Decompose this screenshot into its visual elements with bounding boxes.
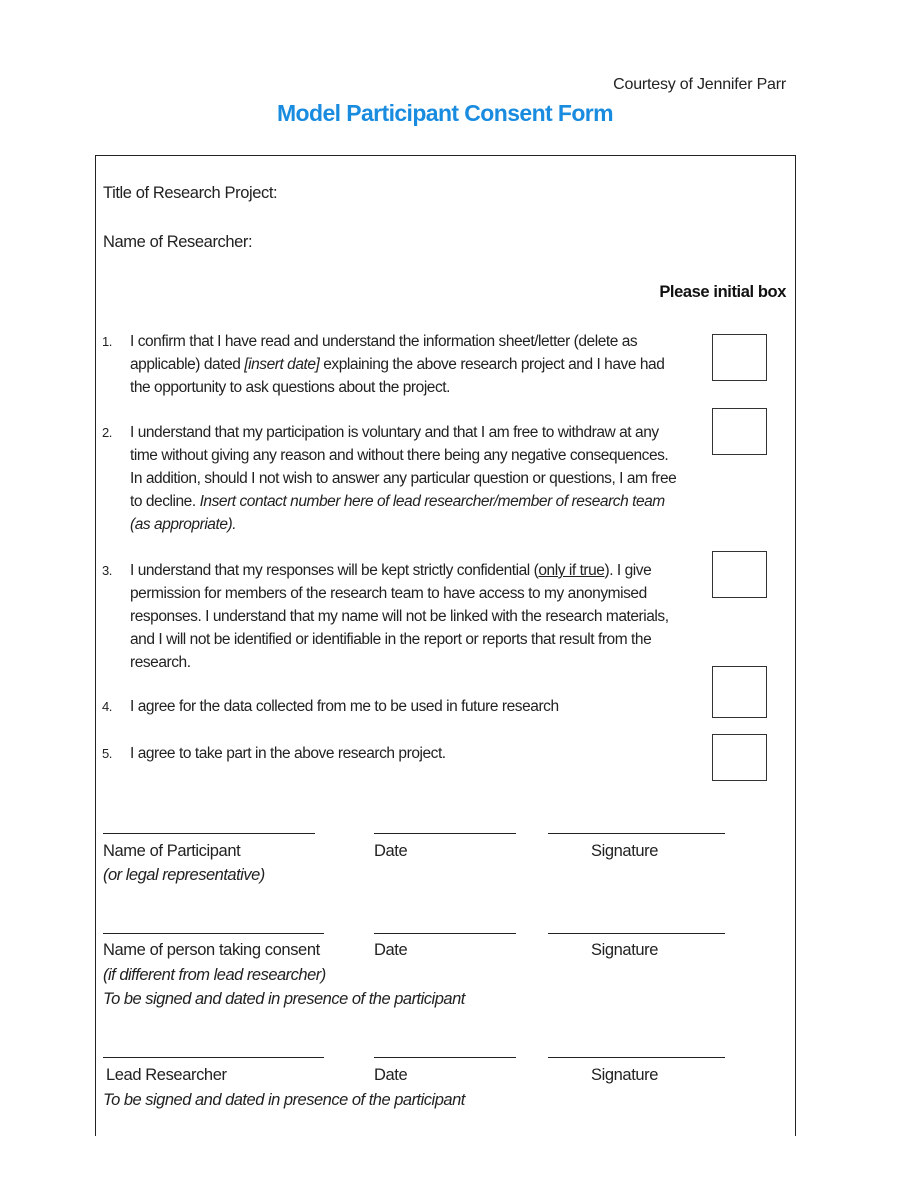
lead-researcher-date-label: Date [374,1066,408,1084]
item-text [130,559,682,674]
consent-taker-signature-line[interactable] [548,933,725,934]
item-text [130,742,682,765]
initial-box-2[interactable] [712,408,767,455]
participant-signature-line[interactable] [548,833,725,834]
participant-signature-label: Signature [591,842,659,860]
item-text-segment: I understand that my participation is voluntary and that I am free to withdraw at any time without giving any reason and without there being any negative consequences. In addition, should I not wish to answer any particular question or questions, I am free to decline. [130,424,677,510]
researcher-name-label: Name of Researcher: [103,233,253,251]
lead-researcher-date-line[interactable] [374,1057,516,1058]
consent-item-3 [102,559,682,674]
participant-name-label: Name of Participant [103,842,241,860]
consent-taker-note: (if different from lead researcher) [103,966,326,984]
consent-taker-name-line[interactable] [103,933,324,934]
initial-box-3[interactable] [712,551,767,598]
initial-box-5[interactable] [712,734,767,781]
item-text-segment: ). I give permission for members of the research team to have access to my anonymised responses. I understand that my name will not be linked with the research materials, and I will not be identified or identifiable in the report or reports that result from the research. [130,562,669,671]
consent-item-5 [102,742,682,765]
research-project-title-label: Title of Research Project: [103,184,278,202]
item-text-placeholder: Insert contact number here of lead researcher/member of research team (as appropriate). [130,493,665,533]
lead-researcher-name-label: Lead Researcher [106,1066,227,1084]
consent-taker-name-label: Name of person taking consent [103,941,320,959]
item-text-placeholder: [insert date] [244,356,320,373]
initial-box-header: Please initial box [659,283,786,301]
participant-name-line[interactable] [103,833,315,834]
consent-taker-date-line[interactable] [374,933,516,934]
initial-box-1[interactable] [712,334,767,381]
courtesy-credit: Courtesy of Jennifer Parr [613,76,786,93]
item-number: 3. [102,563,112,578]
consent-taker-date-label: Date [374,941,408,959]
lead-researcher-signature-line[interactable] [548,1057,725,1058]
participant-date-label: Date [374,842,408,860]
item-text-segment: I understand that my responses will be kept strictly confidential ( [130,562,539,579]
participant-note: (or legal representative) [103,866,265,884]
consent-item-4 [102,695,682,718]
item-text-segment: I confirm that I have read and understand the information sheet/letter (delete as applicable) dated [130,333,638,373]
item-text-segment: I agree to take part in the above research project. [130,745,446,762]
item-number: 1. [102,334,112,349]
consent-item-1 [102,330,682,399]
lead-researcher-presence-note: To be signed and dated in presence of the participant [103,1091,465,1109]
lead-researcher-signature-label: Signature [591,1066,659,1084]
item-number: 2. [102,425,112,440]
page-title: Model Participant Consent Form [277,100,613,126]
item-text [130,695,682,718]
item-text [130,421,682,536]
item-text-segment: explaining the above research project and I have had the opportunity to ask questions about the project. [130,356,665,396]
presence-note: To be signed and dated in presence of the participant [103,990,465,1008]
lead-researcher-name-line[interactable] [103,1057,324,1058]
item-text-segment: I agree for the data collected from me to be used in future research [130,698,559,715]
participant-date-line[interactable] [374,833,516,834]
consent-item-2 [102,421,682,536]
item-text-underlined: only if true [538,562,605,579]
item-text [130,330,682,399]
consent-taker-signature-label: Signature [591,941,659,959]
item-number: 4. [102,699,112,714]
item-number: 5. [102,746,112,761]
initial-box-4[interactable] [712,666,767,718]
